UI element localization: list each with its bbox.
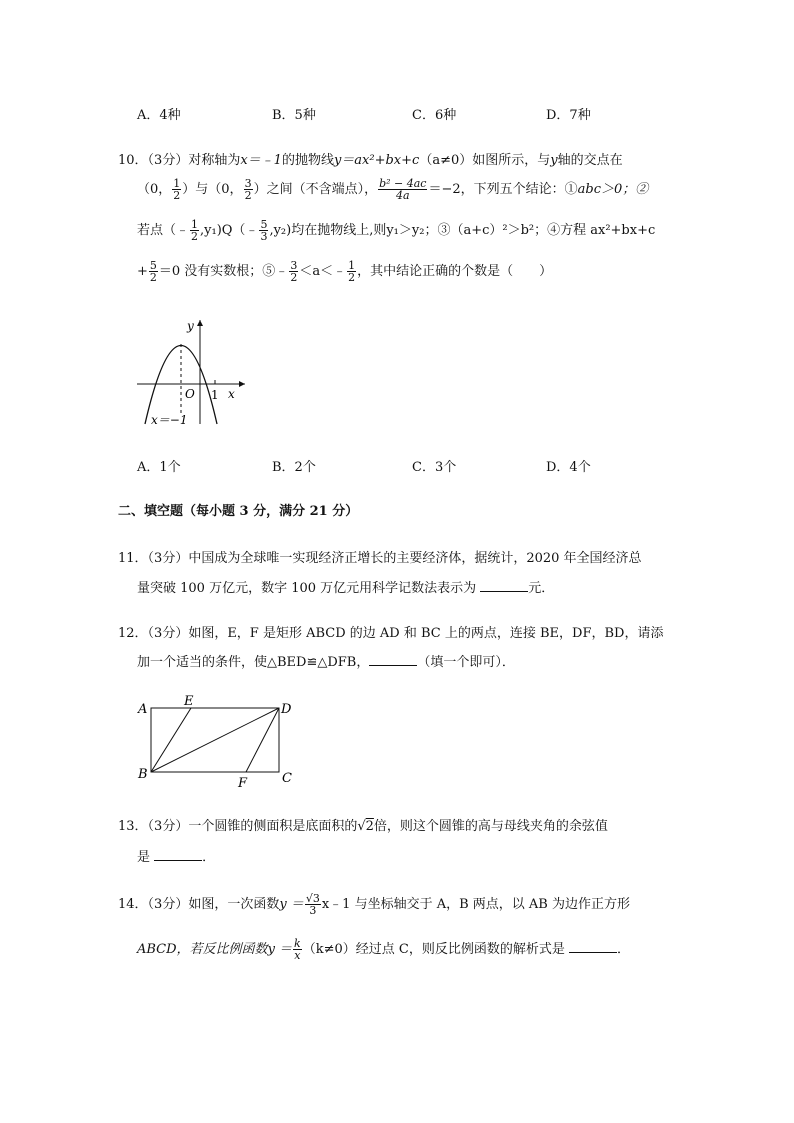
q13-text: ． — [202, 850, 216, 865]
q10-option-c: C．3个 — [412, 460, 457, 475]
numerator: b² − 4ac — [379, 177, 427, 190]
section-heading: 二、填空题（每小题 3 分，满分 21 分） — [118, 504, 359, 519]
q13-text: 是 — [137, 850, 151, 865]
numerator: k — [294, 937, 301, 950]
label-e: E — [184, 694, 194, 709]
denominator: 2 — [244, 189, 252, 202]
q12-line-2 — [137, 651, 515, 670]
sqrt-radicand: 2 — [365, 819, 374, 834]
fraction — [289, 260, 298, 283]
symmetry-axis-label: x＝−1 — [151, 413, 188, 427]
numerator: 5 — [149, 259, 157, 272]
q10-text: ）与（0， — [182, 182, 243, 197]
q10-text: ＝0 没有实数根；⑤﹣ — [158, 264, 289, 279]
denominator: x — [294, 949, 301, 962]
answer-blank — [154, 848, 202, 861]
denominator: 2 — [173, 189, 181, 202]
q10-text: ,y₂)均在抛物线上,则y₁＞y₂；③（a+c）²＞b²；④方程 ax²+bx+c — [269, 223, 656, 238]
denominator: 3 — [260, 230, 268, 243]
fraction — [293, 938, 302, 961]
label-a: A — [138, 702, 148, 717]
segment-df — [246, 708, 279, 772]
q10-equation: y＝ax²+bx+c — [333, 153, 420, 168]
q10-condition: （a≠0） — [419, 153, 473, 168]
numerator: 1 — [191, 218, 199, 231]
q14-y: y ＝ — [267, 942, 293, 957]
rectangle-figure — [134, 694, 304, 794]
fraction — [149, 260, 158, 283]
q10-text: abc＞0；② — [577, 182, 649, 197]
numerator: 3 — [290, 259, 298, 272]
label-c: C — [282, 771, 292, 786]
q10-text: ＝−2，下列五个结论：① — [428, 182, 578, 197]
q10-text: 若点（﹣ — [137, 223, 190, 238]
q10-text: （0， — [137, 182, 172, 197]
q11-text: 量突破 100 万亿元，数字 100 万亿元用科学记数法表示为 — [137, 581, 477, 596]
answer-blank — [569, 940, 617, 953]
numerator: 1 — [348, 259, 356, 272]
q10-y: y — [550, 153, 558, 168]
sqrt-icon: √ — [357, 819, 366, 834]
denominator: 2 — [191, 230, 199, 243]
origin-label: O — [185, 387, 195, 401]
q10-axis: x＝﹣1 — [240, 153, 282, 168]
label-f: F — [238, 776, 248, 791]
q14-text: 14．（3分）如图，一次函数 — [118, 897, 280, 912]
q10-option-b: B．2个 — [272, 460, 316, 475]
denominator: 3 — [309, 904, 317, 917]
label-b: B — [138, 767, 148, 782]
q10-line-1 — [118, 149, 623, 168]
q10-text: ,y₁)Q（﹣ — [200, 223, 259, 238]
q14-line-2 — [137, 938, 630, 961]
fraction — [347, 260, 356, 283]
q11-line-1: 11．（3分）中国成为全球唯一实现经济正增长的主要经济体，据统计，2020 年全国经济总 — [118, 551, 642, 566]
q10-option-a: A．1个 — [137, 460, 181, 475]
numerator: 3 — [244, 177, 252, 190]
parabola-graph — [135, 312, 250, 430]
y-axis-label: y — [187, 319, 194, 333]
fraction — [244, 178, 253, 201]
q11-text: 元． — [528, 581, 555, 596]
q13-line-2 — [137, 846, 215, 865]
q10-line-3 — [137, 219, 655, 242]
q12-text: 加一个适当的条件，使△BED≌△DFB， — [137, 655, 370, 670]
y-axis-arrow-icon — [197, 320, 203, 326]
q12-line-1: 12．（3分）如图，E，F 是矩形 ABCD 的边 AD 和 BC 上的两点，连接 BE，DF，BD，请添 — [118, 626, 664, 641]
q10-line-4 — [137, 260, 552, 283]
denominator: 2 — [149, 271, 157, 284]
q10-text: + — [137, 264, 148, 279]
q10-text: 的抛物线 — [281, 153, 334, 168]
q13-text: 倍，则这个圆锥的高与母线夹角的余弦值 — [373, 819, 608, 834]
answer-blank — [480, 579, 528, 592]
q10-option-d: D．4个 — [546, 460, 591, 475]
fraction — [259, 219, 268, 242]
denominator: 2 — [348, 271, 356, 284]
q10-text: 轴的交点在 — [557, 153, 623, 168]
q14-text: ABCD，若反比例函数 — [137, 942, 268, 957]
fraction — [378, 178, 427, 201]
denominator: 2 — [290, 271, 298, 284]
q10-lead: 10．（3分）对称轴为 — [118, 153, 241, 168]
one-label: 1 — [211, 388, 219, 402]
q14-y: y ＝ — [279, 897, 304, 912]
q13-text: 13．（3分）一个圆锥的侧面积是底面积的 — [118, 819, 358, 834]
q14-text: （k≠0）经过点 C，则反比例函数的解析式是 — [302, 942, 565, 957]
fraction — [190, 219, 199, 242]
numerator: 1 — [173, 177, 181, 190]
q10-text: ＜a＜﹣ — [299, 264, 347, 279]
fraction — [172, 178, 181, 201]
q10-text: ）之间（不含端点）， — [253, 182, 378, 197]
q14-text: ． — [616, 942, 630, 957]
q10-line-2 — [137, 178, 648, 201]
q11-line-2 — [137, 577, 554, 596]
fraction — [305, 893, 321, 916]
q10-text: 如图所示，与 — [472, 153, 551, 168]
label-d: D — [281, 702, 292, 717]
q9-option-d: D．7种 — [546, 108, 591, 123]
q13-line-1 — [118, 815, 608, 834]
q14-line-1 — [118, 893, 630, 916]
q12-text: （填一个即可）． — [417, 655, 515, 670]
numerator: √3 — [305, 892, 320, 905]
x-axis-label: x — [228, 387, 235, 401]
q10-text: ，其中结论正确的个数是（ ） — [357, 264, 553, 279]
numerator: 5 — [260, 218, 268, 231]
q9-option-b: B．5种 — [272, 108, 316, 123]
q9-option-a: A．4种 — [137, 108, 181, 123]
x-axis-arrow-icon — [239, 381, 245, 387]
q9-option-c: C．6种 — [412, 108, 457, 123]
segment-bd — [151, 708, 279, 772]
denominator: 4a — [395, 189, 410, 202]
q14-text: x﹣1 与坐标轴交于 A，B 两点，以 AB 为边作正方形 — [321, 897, 630, 912]
answer-blank — [369, 653, 417, 666]
